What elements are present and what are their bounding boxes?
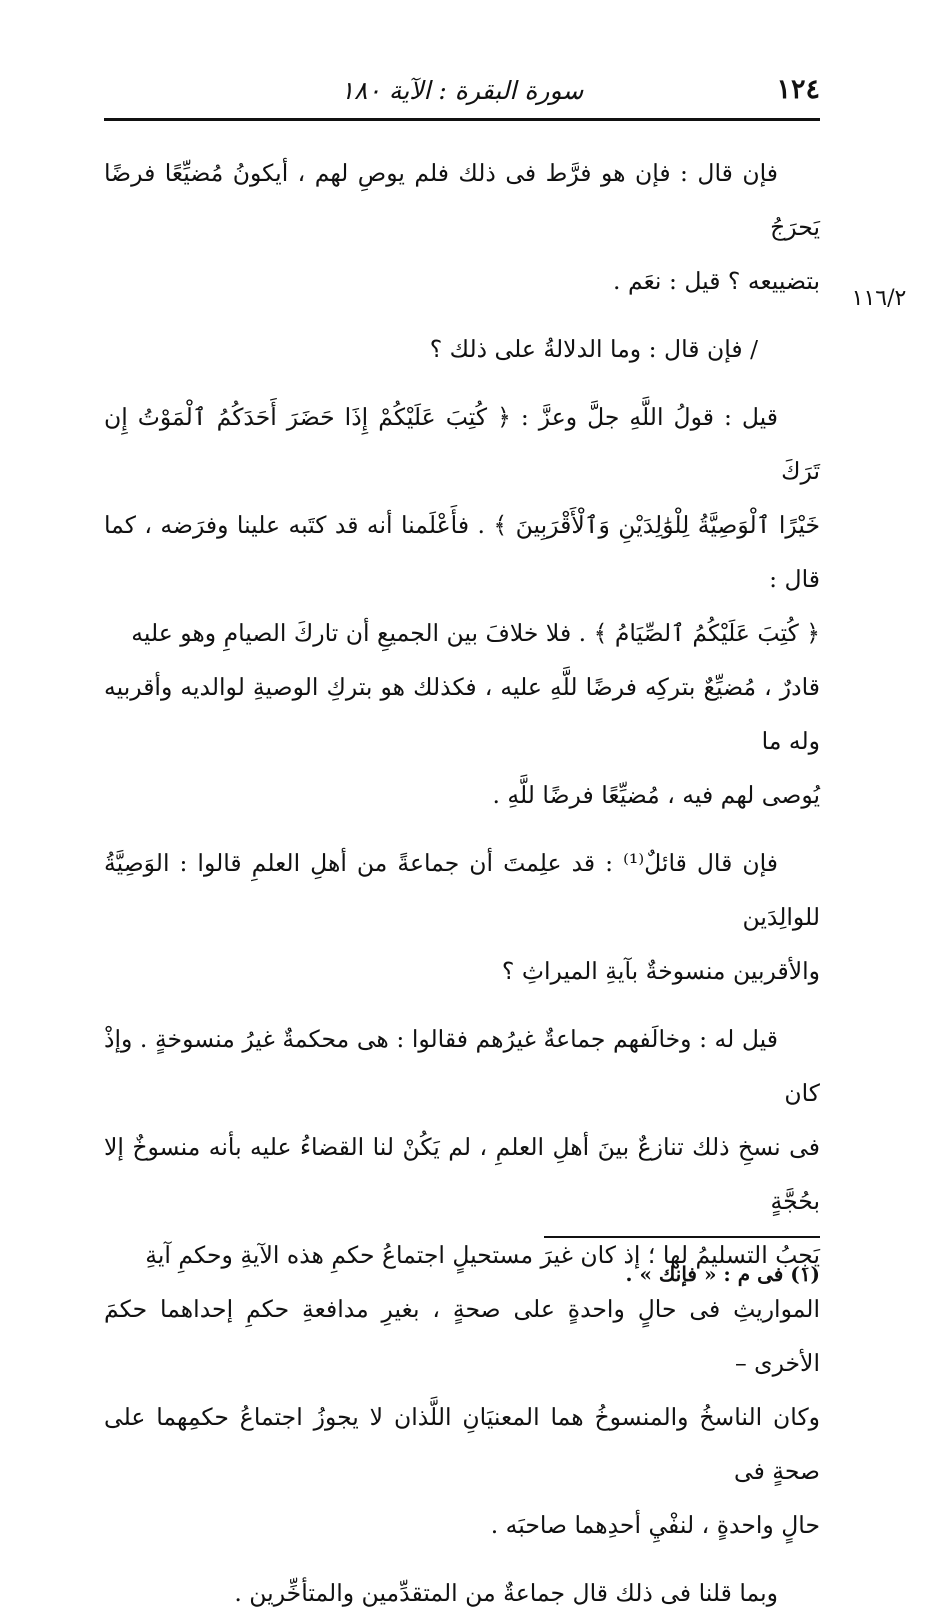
paragraph	[104, 146, 820, 308]
text-line: المواريثِ فى حالٍ واحدةٍ على صحةٍ ، بغيرِ مدافعةِ حكمِ إحداهما حكمَ الأخرى –	[104, 1295, 820, 1377]
page-number: ١٢٤	[776, 74, 820, 105]
text-line: يُوصى لهم فيه ، مُضيِّعًا فرضًا للَّهِ .	[492, 781, 820, 809]
text-line: فإن قال قائلٌ⁽¹⁾ : قد علِمتَ أن جماعةً من أهلِ العلمِ قالوا : الوَصِيَّةُ للوالِدَين	[104, 849, 820, 931]
text-line: / فإن قال : وما الدلالةُ على ذلك ؟	[429, 335, 758, 363]
paragraph	[104, 1566, 820, 1620]
text-line: وكان الناسخُ والمنسوخُ هما المعنيَانِ اللَّذان لا يجوزُ اجتماعُ حكمِهما على صحةٍ فى	[104, 1403, 820, 1485]
text-line: قيل له : وخالَفهم جماعةٌ غيرُهم فقالوا : هى محكمةٌ غيرُ منسوخةٍ . وإذْ كان	[104, 1025, 820, 1107]
text-line: بتضييعه ؟ قيل : نعَم .	[613, 267, 820, 295]
text-line: فى نسخِ ذلك تنازعٌ بينَ أهلِ العلمِ ، لم يَكُنْ لنا القضاءُ عليه بأنه منسوخٌ إلا بحُجَّةٍ	[104, 1133, 820, 1215]
running-title: سورة البقرة : الآية ١٨٠	[340, 76, 584, 105]
text-line: يَجِبُ التسليمُ لها ؛ إذ كان غيرَ مستحيلٍ اجتماعُ حكمِ هذه الآيةِ وحكمِ آيةِ	[145, 1241, 820, 1269]
footnote-rule	[544, 1236, 820, 1238]
text-line: قادرٌ ، مُضيِّعٌ بتركِه فرضًا للَّهِ عليه ، فكذلك هو بتركِ الوصيةِ لوالديه وأقربيه وله ما	[104, 673, 820, 755]
text-line: والأقربين منسوخةٌ بآيةِ الميراثِ ؟	[501, 957, 820, 985]
paragraph	[104, 836, 820, 998]
text-line: ﴿ كُتِبَ عَلَيْكُمُ ٱلصِّيَامُ ﴾ . فلا خلافَ بين الجميعِ أن تاركَ الصيامِ وهو عليه	[131, 619, 820, 647]
page-header	[104, 68, 820, 112]
footnote: (١) فى م : « فإنك » .	[625, 1262, 820, 1286]
header-rule	[104, 118, 820, 121]
body-text	[104, 146, 820, 1620]
text-line: حالٍ واحدةٍ ، لنفْيِ أحدِهما صاحبَه .	[490, 1511, 820, 1539]
paragraph	[104, 390, 820, 822]
text-line: فإن قال : فإن هو فرَّط فى ذلك فلم يوصِ لهم ، أيكونُ مُضيِّعًا فرضًا يَحرَجُ	[104, 159, 820, 241]
text-line: خَيْرًا ٱلْوَصِيَّةُ لِلْوَٰلِدَيْنِ وَٱلْأَقْرَبِينَ ﴾ . فأَعْلَمنا أنه قد كتَبه علينا وفرَضه ، كما قال :	[104, 511, 820, 593]
text-line: وبما قلنا فى ذلك قال جماعةٌ من المتقدِّمين والمتأخِّرين .	[234, 1579, 778, 1607]
text-line: قيل : قولُ اللَّهِ جلَّ وعزَّ : ﴿ كُتِبَ عَلَيْكُمْ إِذَا حَضَرَ أَحَدَكُمُ ٱلْمَوْتُ إِن تَرَكَ	[104, 403, 820, 485]
margin-reference: ١١٦/٢	[851, 286, 907, 311]
paragraph	[104, 322, 820, 376]
